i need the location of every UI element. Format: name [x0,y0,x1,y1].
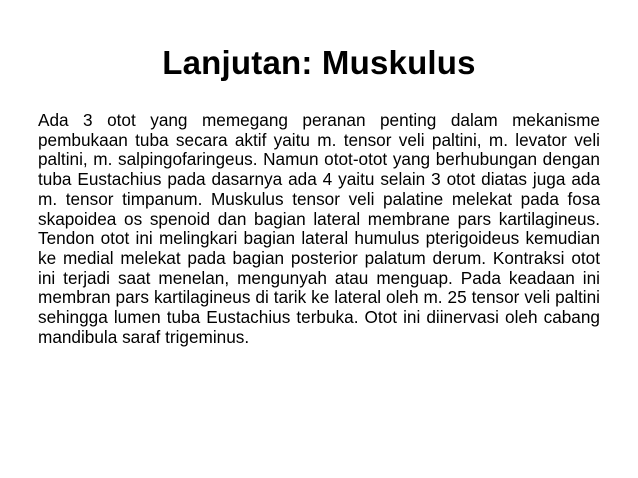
slide-body-paragraph: Ada 3 otot yang memegang peranan penting dalam mekanisme pembukaan tuba secara aktif yaitu m. tensor veli paltini, m. levator veli paltini, m. salpingofaringeus. Namun otot-otot yang berhubungan dengan tuba Eustachius pada dasarnya ada 4 yaitu selain 3 otot diatas juga ada m. tensor timpanum. Muskulus tensor veli palatine melekat pada fosa skapoidea os spenoid dan bagian lateral membrane pars kartilagineus. Tendon otot ini melingkari bagian lateral humulus pterigoideus kemudian ke medial melekat pada bagian posterior palatum derum. Kontraksi otot ini terjadi saat menelan, mengunyah atau menguap. Pada keadaan ini membran pars kartilagineus di tarik ke lateral oleh m. 25 tensor veli paltini sehingga lumen tuba Eustachius terbuka. Otot ini diinervasi oleh cabang mandibula saraf trigeminus. [38,110,600,347]
slide-title: Lanjutan: Muskulus [162,44,476,81]
